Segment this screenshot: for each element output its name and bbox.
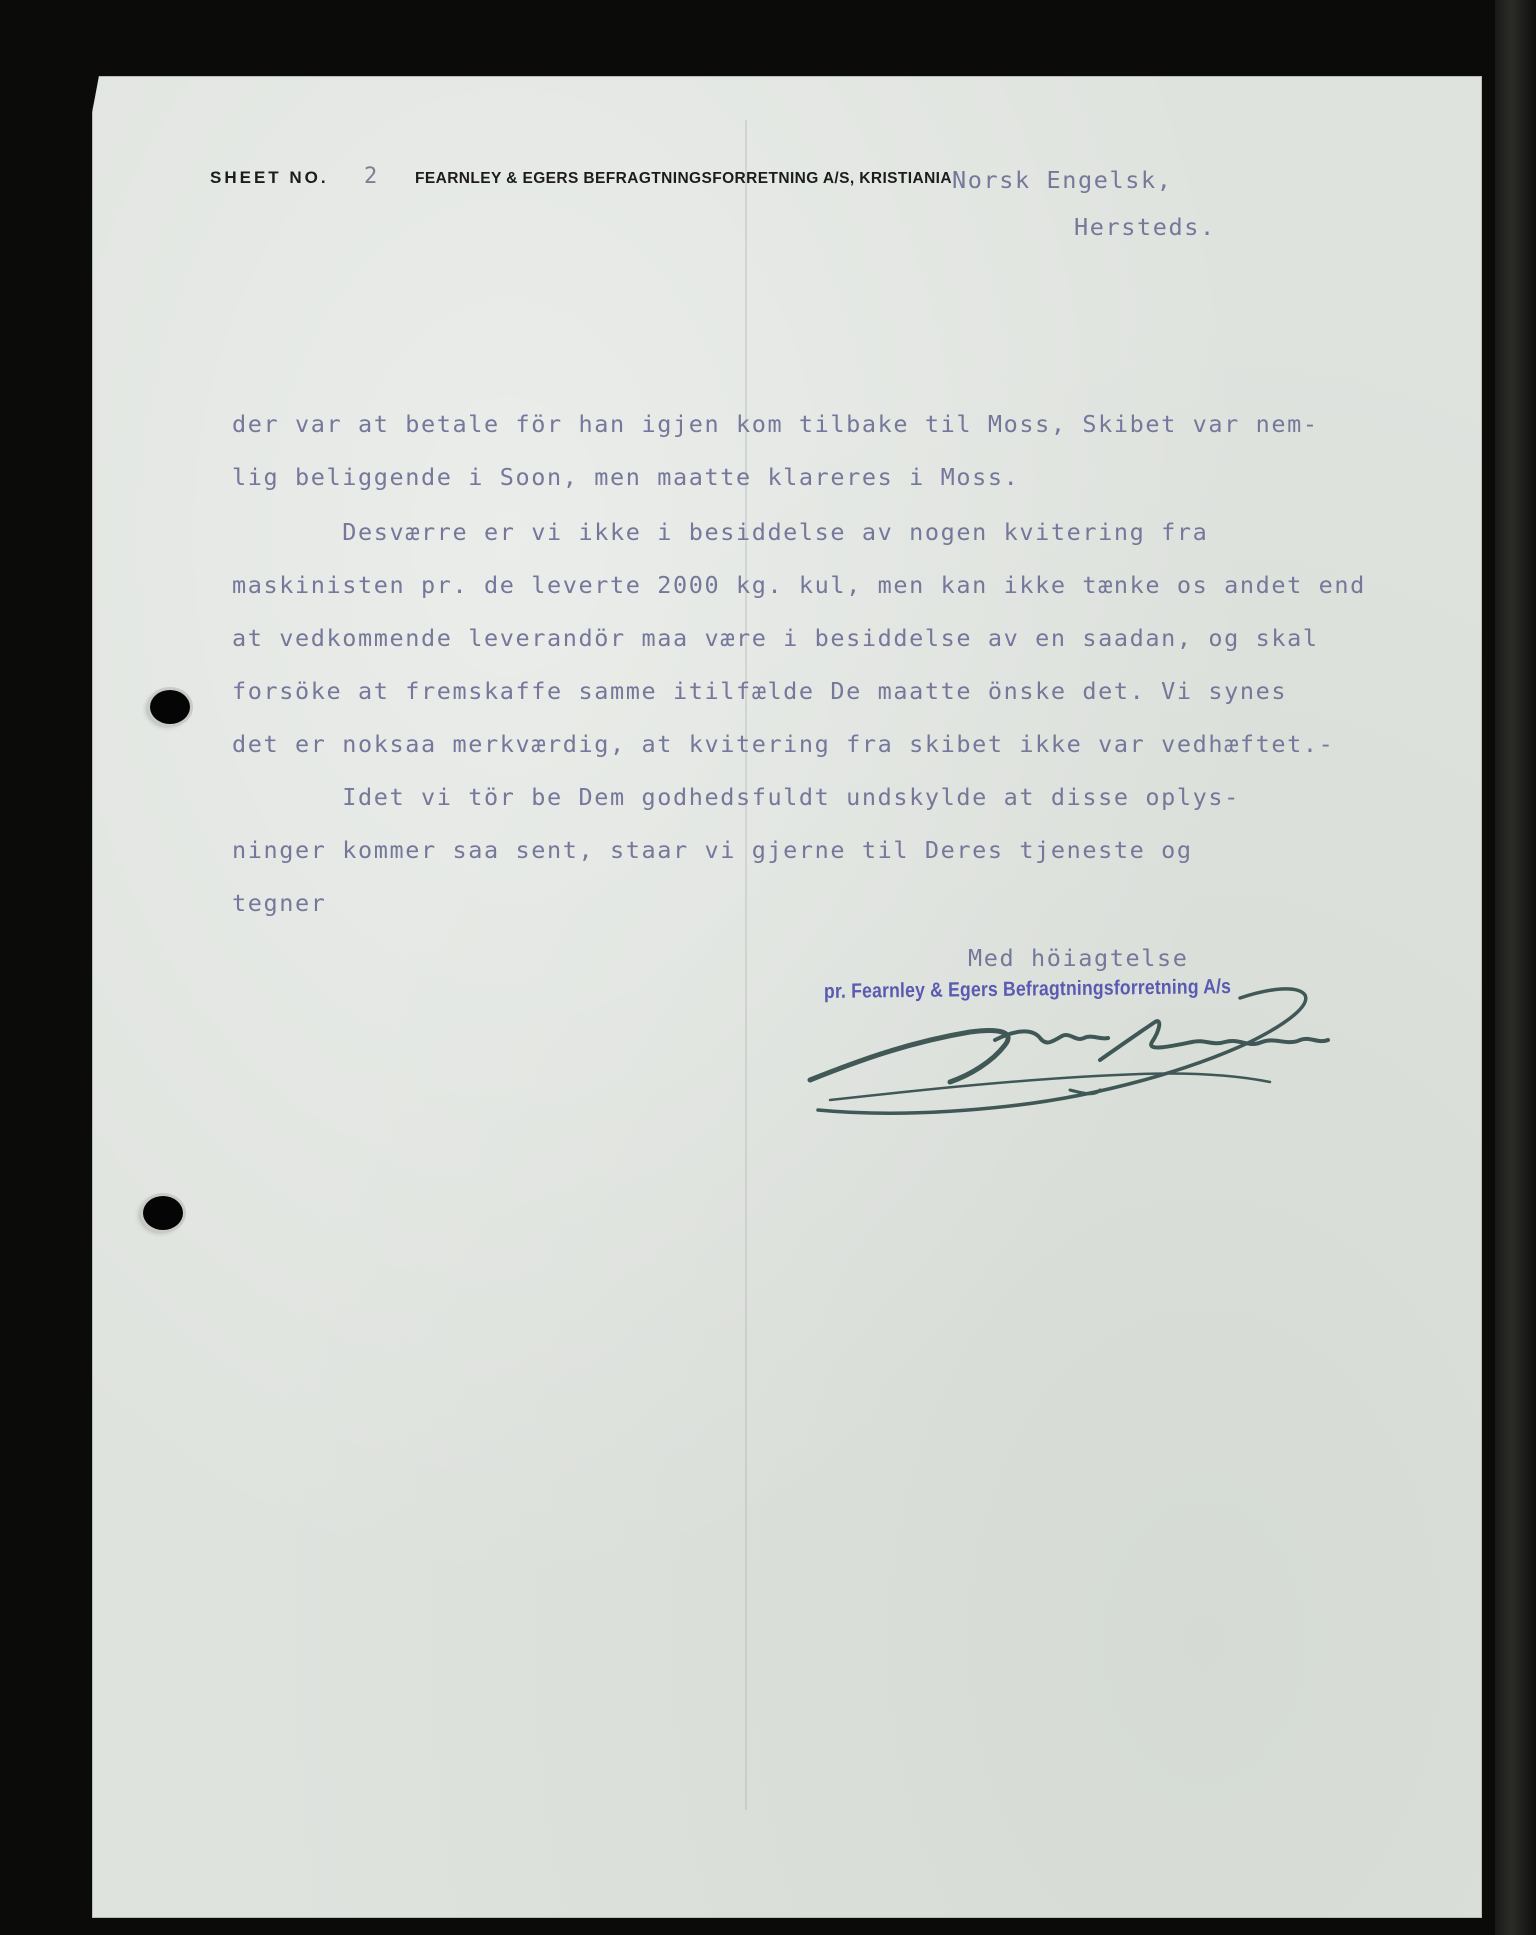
signature — [800, 950, 1340, 1130]
sheet-number: 2 — [364, 164, 379, 189]
body-line: det er noksaa merkværdig, at kvitering fra skibet ikke var vedhæftet.- — [232, 730, 1335, 758]
body-line: Desværre er vi ikke i besiddelse av nogen kvitering fra — [232, 518, 1209, 546]
recipient-line-2: Hersteds. — [1074, 213, 1216, 241]
body-line: lig beliggende i Soon, men maatte klareres i Moss. — [232, 463, 1020, 491]
punch-hole — [150, 690, 190, 724]
sheet-label: SHEET NO. — [210, 168, 329, 187]
body-line: forsöke at fremskaffe samme itilfælde De maatte önske det. Vi synes — [232, 677, 1288, 705]
body-line: at vedkommende leverandör maa være i besiddelse av en saadan, og skal — [232, 624, 1319, 652]
company-stamp: pr. Fearnley & Egers Befragtningsforretning A/s — [823, 975, 1232, 1003]
body-line: maskinisten pr. de leverte 2000 kg. kul, men kan ikke tænke os andet end — [232, 571, 1366, 599]
paper-fold — [745, 120, 747, 1810]
punch-hole — [143, 1196, 183, 1230]
salutation: Med höiagtelse — [968, 944, 1189, 972]
body-line: ninger kommer saa sent, staar vi gjerne til Deres tjeneste og — [232, 836, 1193, 864]
body-line: der var at betale för han igjen kom tilbake til Moss, Skibet var nem- — [232, 410, 1319, 438]
body-line: Idet vi tör be Dem godhedsfuldt undskylde at disse oplys- — [232, 783, 1240, 811]
body-line: tegner — [232, 889, 327, 917]
scan-edge — [1495, 0, 1536, 1935]
company-name: FEARNLEY & EGERS BEFRAGTNINGSFORRETNING A/S, KRISTIANIA — [415, 170, 952, 187]
recipient-line-1: Norsk Engelsk, — [952, 166, 1173, 194]
